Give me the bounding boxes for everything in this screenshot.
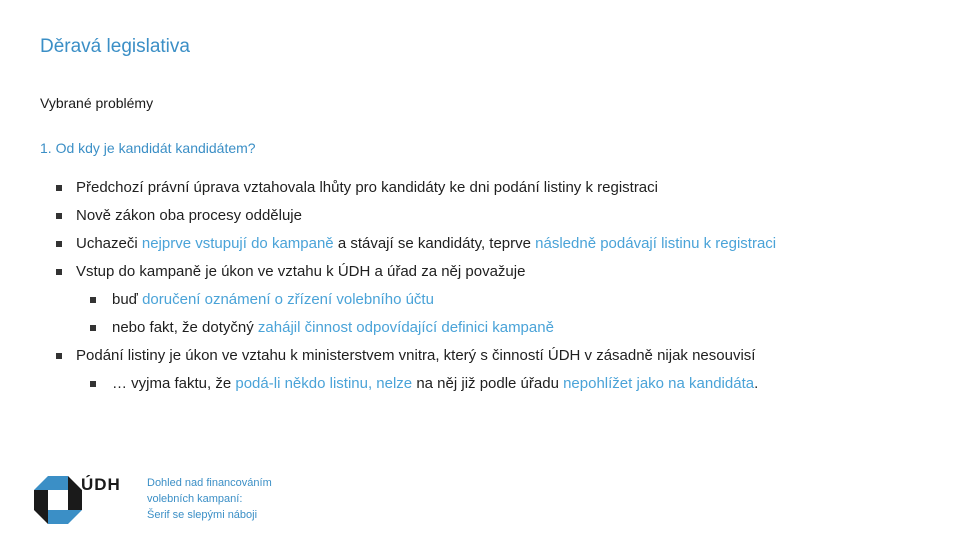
bullet-text: na něj již podle úřadu: [412, 375, 564, 392]
bullet-text: Podání listiny je úkon ve vztahu k ministerstvem vnitra, který s činností ÚDH v zásadně nijak nesouvisí: [76, 347, 756, 364]
sub-bullet-item: [56, 370, 936, 398]
question-heading: 1. Od kdy je kandidát kandidátem?: [40, 140, 256, 156]
bullet-text: Nově zákon oba procesy odděluje: [76, 207, 302, 224]
bullet-marker-icon: [90, 381, 96, 387]
udh-logo-icon: [34, 476, 82, 524]
bullet-text: … vyjma faktu, že: [112, 375, 236, 392]
highlighted-text: zahájil činnost odpovídající definici kampaně: [257, 319, 554, 336]
bullet-marker-icon: [56, 269, 62, 275]
bullet-marker-icon: [90, 325, 96, 331]
bullet-text: nebo fakt, že dotyčný: [112, 319, 258, 336]
bullet-item: [56, 174, 936, 202]
highlighted-text: doručení oznámení o zřízení volebního účtu: [142, 291, 434, 308]
sub-bullet-item: [56, 286, 936, 314]
bullet-item: [56, 342, 936, 370]
bullet-marker-icon: [90, 297, 96, 303]
bullet-item: [56, 230, 936, 258]
footer-line: Šerif se slepými náboji: [147, 509, 258, 521]
slide-subtitle: Vybrané problémy: [40, 95, 154, 111]
bullet-text: Vstup do kampaně je úkon ve vztahu k ÚDH a úřad za něj považuje: [76, 263, 526, 280]
footer-line: volebních kampaní:: [147, 493, 243, 505]
highlighted-text: následně podávají listinu k registraci: [535, 235, 777, 252]
bullet-text: Předchozí právní úprava vztahovala lhůty pro kandidáty ke dni podání listiny k registraci: [76, 179, 658, 196]
bullet-list: [56, 174, 936, 398]
bullet-marker-icon: [56, 213, 62, 219]
bullet-marker-icon: [56, 185, 62, 191]
sub-bullet-item: [56, 314, 936, 342]
bullet-text: buď: [112, 291, 143, 308]
bullet-item: [56, 202, 936, 230]
udh-logo-text: ÚDH: [81, 475, 121, 494]
footer-caption: [147, 475, 272, 523]
footer-line: Dohled nad financováním: [147, 477, 272, 489]
highlighted-text: podá-li někdo listinu, nelze: [235, 375, 413, 392]
bullet-text: .: [754, 375, 759, 392]
highlighted-text: nepohlížet jako na kandidáta: [563, 375, 755, 392]
bullet-item: [56, 258, 936, 286]
bullet-marker-icon: [56, 241, 62, 247]
slide-title: Děravá legislativa: [40, 36, 190, 57]
bullet-marker-icon: [56, 353, 62, 359]
bullet-text: a stávají se kandidáty, teprve: [333, 235, 536, 252]
highlighted-text: nejprve vstupují do kampaně: [141, 235, 334, 252]
bullet-text: Uchazeči: [76, 235, 142, 252]
